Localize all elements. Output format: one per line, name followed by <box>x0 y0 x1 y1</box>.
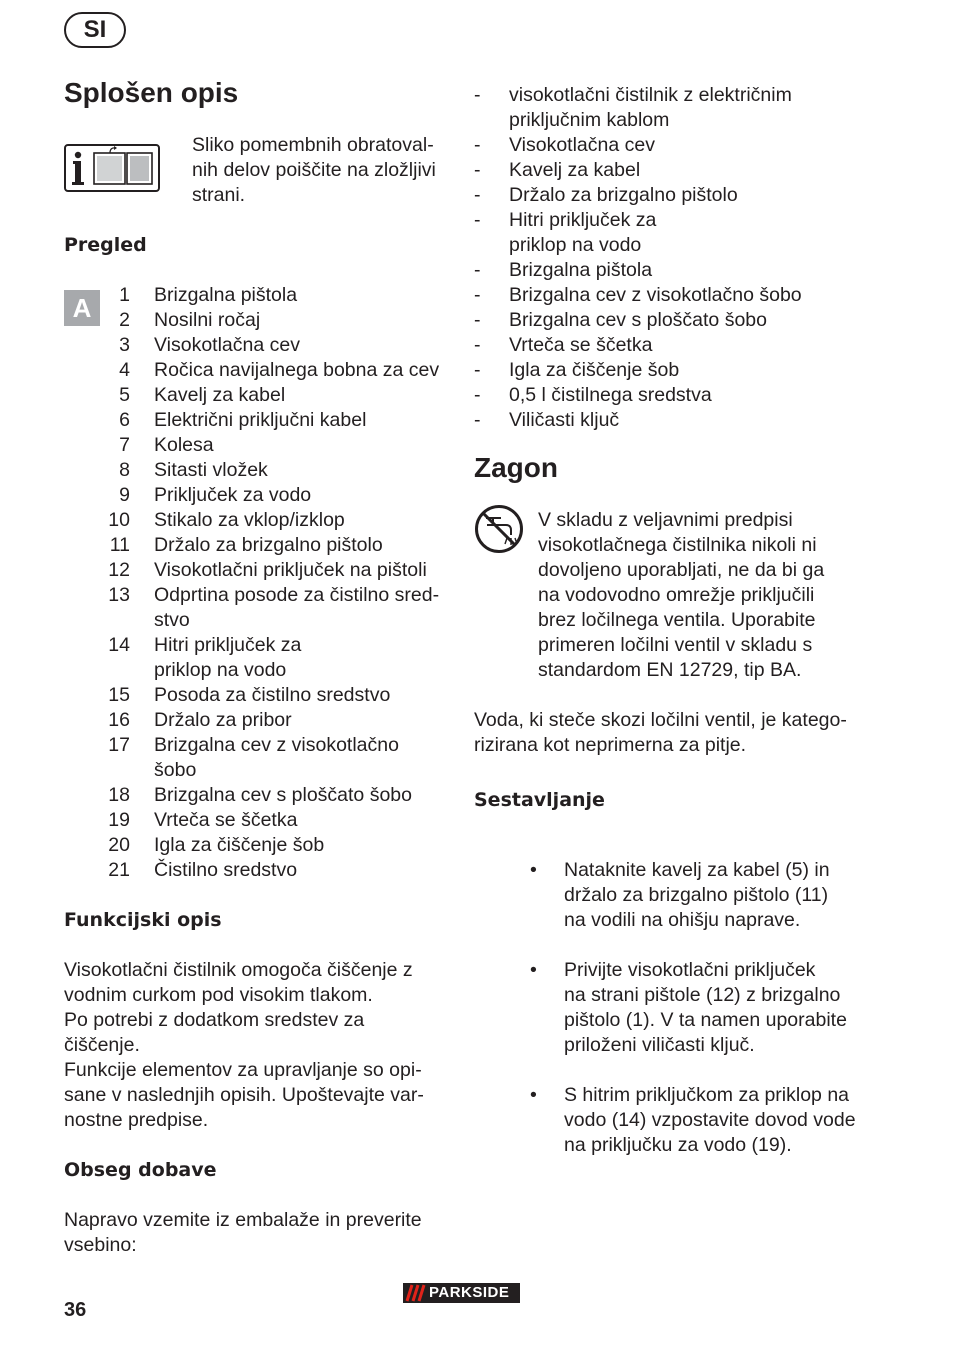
part-label: Električni priključni kabel <box>154 409 367 431</box>
parts-list-item <box>100 283 460 308</box>
bullet-icon: • <box>530 1084 537 1106</box>
delivery-list-item <box>474 83 874 133</box>
list-dash: - <box>474 209 481 231</box>
delivery-item-label: Viličasti ključ <box>509 409 620 431</box>
part-number: 15 <box>108 684 130 706</box>
delivery-item-label: Kavelj za kabel <box>509 159 641 181</box>
parts-list-item <box>100 558 460 583</box>
delivery-item-label: 0,5 l čistilnega sredstva <box>509 384 712 406</box>
part-label: Držalo za brizgalno pištolo <box>154 534 383 556</box>
delivery-list-item <box>474 258 874 283</box>
part-number: 21 <box>108 859 130 881</box>
parts-list-item <box>100 858 460 883</box>
assembly-step <box>530 1083 870 1158</box>
list-dash: - <box>474 134 481 156</box>
list-dash: - <box>474 184 481 206</box>
info-note: Sliko pomembnih obratoval- nih delov poiščite na zložljivi strani. <box>192 134 436 206</box>
assembly-steps <box>530 858 870 1158</box>
part-number: 18 <box>108 784 130 806</box>
heading-assembly: Sestavljanje <box>474 789 605 811</box>
delivery-item-label: Brizgalna cev z visokotlačno šobo <box>509 284 802 306</box>
part-number: 8 <box>119 459 130 481</box>
part-number: 6 <box>119 409 130 431</box>
part-label: Priključek za vodo <box>154 484 312 506</box>
language-badge: SI <box>64 12 126 48</box>
part-label: Stikalo za vklop/izklop <box>154 509 345 531</box>
parts-list-item <box>100 783 460 808</box>
delivery-item-label: Brizgalna pištola <box>509 259 653 281</box>
part-label: Hitri priključek za priklop na vodo <box>154 634 302 681</box>
part-number: 10 <box>108 509 130 531</box>
parts-list-item <box>100 508 460 533</box>
part-label: Visokotlačni priključek na pištoli <box>154 559 427 581</box>
list-dash: - <box>474 309 481 331</box>
parts-list-item <box>100 308 460 333</box>
part-label: Kavelj za kabel <box>154 384 286 406</box>
list-dash: - <box>474 384 481 406</box>
list-dash: - <box>474 84 481 106</box>
list-dash: - <box>474 334 481 356</box>
no-direct-water-connection-icon <box>474 504 524 554</box>
heading-scope-of-delivery: Obseg dobave <box>64 1159 217 1181</box>
parts-list-item <box>100 808 460 833</box>
section-title-general-description: Splošen opis <box>64 77 239 108</box>
part-number: 3 <box>119 334 130 356</box>
parts-list-item <box>100 458 460 483</box>
parts-list-item <box>100 583 460 633</box>
part-label: Ročica navijalnega bobna za cev <box>154 359 440 381</box>
bullet-icon: • <box>530 859 537 881</box>
scope-of-delivery-intro: Napravo vzemite iz embalaže in preverite vsebino: <box>64 1209 422 1256</box>
delivery-item-label: Visokotlačna cev <box>509 134 655 156</box>
part-number: 2 <box>119 309 130 331</box>
part-label: Odprtina posode za čistilno sred- stvo <box>154 584 440 631</box>
list-dash: - <box>474 259 481 281</box>
part-number: 12 <box>108 559 130 581</box>
parts-list-item <box>100 633 460 683</box>
part-label: Sitasti vložek <box>154 459 268 481</box>
section-a-badge: A <box>64 290 100 326</box>
section-title-start-up: Zagon <box>474 452 558 483</box>
delivery-list-item <box>474 133 874 158</box>
assembly-step <box>530 858 870 933</box>
parts-list-item <box>100 483 460 508</box>
heading-function-description: Funkcijski opis <box>64 909 222 931</box>
delivery-item-label: Vrteča se ščetka <box>509 334 653 356</box>
logo-stripes-icon <box>403 1283 429 1303</box>
part-label: Vrteča se ščetka <box>154 809 298 831</box>
delivery-list-item <box>474 308 874 333</box>
heading-overview: Pregled <box>64 234 147 256</box>
logo-wordmark: PARKSIDE <box>429 1284 510 1301</box>
assembly-step-text: S hitrim priključkom za priklop na vodo (14) vzpostavite dovod vode na priključku za vodo (19). <box>564 1084 856 1156</box>
parts-list-item <box>100 383 460 408</box>
assembly-step-text: Privijte visokotlačni priključek na strani pištole (12) z brizgalno pištolo (1). V ta namen uporabite priloženi viličasti ključ. <box>564 959 847 1056</box>
delivery-list-item <box>474 158 874 183</box>
bullet-icon: • <box>530 959 537 981</box>
part-label: Nosilni ročaj <box>154 309 261 331</box>
assembly-step <box>530 958 870 1058</box>
part-label: Igla za čiščenje šob <box>154 834 325 856</box>
assembly-step-text: Nataknite kavelj za kabel (5) in držalo za brizgalno pištolo (11) na vodili na ohišju naprave. <box>564 859 830 931</box>
delivery-list-item <box>474 408 874 433</box>
water-note: Voda, ki steče skozi ločilni ventil, je katego- rizirana kot neprimerna za pitje. <box>474 709 847 756</box>
part-number: 17 <box>108 734 130 756</box>
parts-list-item <box>100 683 460 708</box>
part-label: Kolesa <box>154 434 214 456</box>
parts-list-item <box>100 408 460 433</box>
delivery-list-item <box>474 383 874 408</box>
parts-list-item <box>100 708 460 733</box>
function-description-text: Visokotlačni čistilnik omogoča čiščenje z vodnim curkom pod visokim tlakom. Po potrebi z dodatkom sredstev za čiščenje. Funkcije elementov za upravljanje so opi- sane v naslednjih opisih. Upoštevajte var- nostne predpise. <box>64 959 424 1131</box>
delivery-list-item <box>474 358 874 383</box>
delivery-list <box>474 83 874 433</box>
part-label: Držalo za pribor <box>154 709 292 731</box>
part-label: Posoda za čistilno sredstvo <box>154 684 391 706</box>
list-dash: - <box>474 284 481 306</box>
info-fold-out-icon <box>64 144 160 192</box>
parts-list-item <box>100 333 460 358</box>
part-label: Visokotlačna cev <box>154 334 300 356</box>
delivery-list-item <box>474 183 874 208</box>
delivery-list-item <box>474 333 874 358</box>
part-number: 16 <box>108 709 130 731</box>
warning-text: V skladu z veljavnimi predpisi visokotlačnega čistilnika nikoli ni dovoljeno uporabljati, ne da bi ga na vodovodno omrežje priključili brez ločilnega ventila. Uporabite primeren ločilni ventil v skladu s standardom EN 12729, tip BA. <box>538 509 825 681</box>
part-number: 9 <box>119 484 130 506</box>
parts-list <box>100 283 460 883</box>
part-number: 14 <box>108 634 130 656</box>
delivery-item-label: Igla za čiščenje šob <box>509 359 680 381</box>
part-number: 19 <box>108 809 130 831</box>
parts-list-item <box>100 833 460 858</box>
part-label: Brizgalna cev s ploščato šobo <box>154 784 412 806</box>
part-number: 4 <box>119 359 130 381</box>
parts-list-item <box>100 358 460 383</box>
part-number: 13 <box>108 584 130 606</box>
parts-list-item <box>100 733 460 783</box>
page-number: 36 <box>64 1299 87 1321</box>
delivery-item-label: Hitri priključek za priklop na vodo <box>509 209 657 256</box>
delivery-item-label: Brizgalna cev s ploščato šobo <box>509 309 767 331</box>
parts-list-item <box>100 533 460 558</box>
part-label: Brizgalna pištola <box>154 284 298 306</box>
part-number: 1 <box>119 284 130 306</box>
delivery-item-label: Držalo za brizgalno pištolo <box>509 184 738 206</box>
list-dash: - <box>474 359 481 381</box>
delivery-list-item <box>474 283 874 308</box>
part-label: Čistilno sredstvo <box>154 859 298 881</box>
part-number: 5 <box>119 384 130 406</box>
part-label: Brizgalna cev z visokotlačno šobo <box>154 734 399 781</box>
part-number: 7 <box>119 434 130 456</box>
parts-list-item <box>100 433 460 458</box>
parkside-logo <box>403 1283 520 1303</box>
delivery-list-item <box>474 208 874 258</box>
delivery-item-label: visokotlačni čistilnik z električnim priključnim kablom <box>509 84 792 131</box>
list-dash: - <box>474 409 481 431</box>
part-number: 11 <box>109 534 130 556</box>
list-dash: - <box>474 159 481 181</box>
part-number: 20 <box>108 834 130 856</box>
